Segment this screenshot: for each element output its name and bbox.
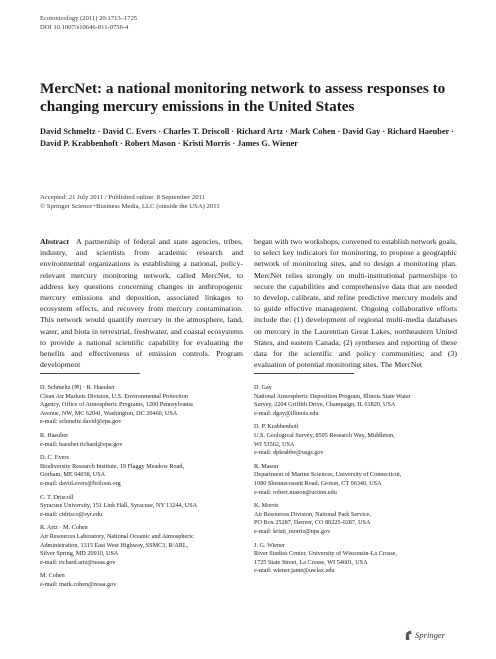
affiliation-line: WI 53562, USA — [254, 440, 295, 448]
affiliation-line: e-mail: david.evers@briloon.org — [40, 479, 121, 487]
abstract-label: Abstract — [40, 237, 70, 246]
affiliations-right — [254, 384, 459, 581]
affiliation-line: Administration, 1315 East West Highway, SSMC3, R/ARL, — [40, 541, 189, 549]
publisher-logo — [404, 629, 445, 641]
affiliation-block — [40, 454, 245, 488]
affiliation-line: Clean Air Markets Division, U.S. Environmental Protection — [40, 392, 188, 400]
affiliation-line: e-mail: robert.mason@uconn.edu — [254, 488, 337, 496]
affiliation-line: e-mail: richard.artz@noaa.gov — [40, 558, 116, 566]
affiliation-block — [40, 432, 245, 449]
affiliation-block — [254, 423, 459, 457]
affiliation-block — [40, 524, 245, 567]
springer-horse-icon — [404, 630, 413, 641]
footnote-divider-right — [254, 373, 354, 374]
footnote-divider-left — [40, 373, 140, 374]
affiliation-block — [254, 463, 459, 497]
affiliation-block — [40, 384, 245, 427]
affiliation-line: Department of Marine Sciences, University of Connecticut, — [254, 471, 402, 479]
doi: DOI 10.1007/s10646-011-0756-4 — [40, 24, 129, 31]
affiliation-line: Air Resources Division, National Park Service, — [254, 510, 372, 518]
article-title: MercNet: a national monitoring network to assess responses to changing mercury emissions in the United States — [40, 80, 446, 115]
affiliation-line: e-mail: haeuber.richard@epa.gov — [40, 440, 123, 448]
affiliation-line: 1080 Shennecossett Road, Groton, CT 06340, USA — [254, 479, 382, 487]
affiliation-line: National Atmospheric Deposition Program, Illinois State Water — [254, 392, 411, 400]
affiliation-line: Agency, Office of Atmospheric Programs, 1200 Pennsylvania — [40, 401, 193, 409]
journal-header — [40, 14, 137, 32]
affiliations-left — [40, 384, 245, 594]
affiliation-line: e-mail: dgay@illinois.edu — [254, 409, 319, 417]
affiliation-line: R. Mason — [254, 462, 279, 470]
affiliation-line: D. Gay — [254, 384, 272, 391]
affiliation-line: C. T. Driscoll — [40, 493, 74, 501]
affiliation-line: D. P. Krabbenhoft — [254, 423, 299, 431]
affiliation-line: Gorham, ME 04038, USA — [40, 471, 106, 479]
affiliation-line: Syracuse University, 151 Link Hall, Syracuse, NY 13244, USA — [40, 502, 198, 510]
affiliation-line: U.S. Geological Survey, 8505 Research Way, Middleton, — [254, 431, 395, 439]
affiliation-line: PO Box 25287, Denver, CO 80225-0287, USA — [254, 519, 371, 527]
abstract-column-left — [40, 236, 243, 370]
publisher-name: Springer — [415, 630, 446, 640]
affiliation-line: D. Schmeltz (✉) · R. Haeuber — [40, 384, 115, 391]
affiliation-line: Silver Spring, MD 20910, USA — [40, 550, 119, 558]
affiliation-line: e-mail: schmeltz.david@epa.gov — [40, 418, 122, 426]
affiliation-block — [40, 494, 245, 520]
affiliation-line: e-mail: ctdrisco@syr.edu — [40, 510, 103, 518]
affiliation-line: River Studies Center, University of Wisconsin-La Crosse, — [254, 550, 398, 558]
affiliation-line: M. Cohen — [40, 572, 65, 580]
affiliation-line: Avenue, NW, MC 6204J, Washington, DC 20460, USA — [40, 409, 178, 417]
author-list: David Schmeltz · David C. Evers · Charles T. Driscoll · Richard Artz · Mark Cohen · David Gay · Richard Haeuber · David P. Krabbenhoft · Robert Mason · Kristi Morris · James G. Wiener — [40, 127, 454, 148]
journal-citation: Ecotoxicology (2011) 20:1713–1725 — [40, 15, 138, 22]
affiliation-line: Air Resources Laboratory, National Oceanic and Atmospheric — [40, 532, 194, 540]
affiliation-line: e-mail: mark.cohen@noaa.gov — [40, 580, 117, 588]
affiliation-line: e-mail: dpkrabbe@usgs.gov — [254, 449, 324, 457]
affiliation-line: e-mail: wiener.jame@uwlax.edu — [254, 567, 335, 575]
abstract-text-left: A partnership of federal and state agencies, tribes, industry, and scientists from academic research and environmental organizations is establishing a national, policy-relevant mercury monitoring network, called MercNet, to address key questions concerning changes in anthropogenic mercury emissions and deposition, associated linkages to ecosystem effects, and recovery from mercury contamination. This network would quantify mercury in the atmosphere, land, water, and biota in terrestrial, freshwater, and coastal ecosystems to provide a national scientific capability for evaluating the benefits and effectiveness of emission controls. Program development — [40, 237, 243, 370]
affiliation-block — [254, 542, 459, 576]
accepted-published-line: Accepted: 21 July 2011 / Published online: 8 September 2011 — [40, 194, 205, 201]
affiliation-line: 1725 State Street, La Crosse, WI 54601, USA — [254, 558, 368, 566]
affiliation-line: R. Haeuber — [40, 431, 69, 439]
affiliation-line: Biodiversity Research Institute, 19 Flaggy Meadow Road, — [40, 462, 185, 470]
affiliation-line: J. G. Wiener — [254, 541, 285, 549]
affiliation-line: D. C. Evers — [40, 454, 69, 462]
abstract-column-right: began with two workshops, convened to establish network goals, to select key indicators for monitoring, to propose a geographic network of monitoring sites, and to design a monitoring plan. MercNet relies strongly on multi-institutional partnerships to secure the capabilities and comprehensive data that are needed to develop, calibrate, and refine predictive mercury models and to guide effective management. Ongoing collaborative efforts include the: (1) development of regional multi-media databases on mercury in the Laurentian Great Lakes, northeastern United States, and eastern Canada; (2) syntheses and reporting of these data for the scientific and policy communities; and (3) evaluation of potential monitoring sites. The MercNet — [254, 237, 457, 370]
publication-dates — [40, 193, 460, 211]
affiliation-line: K. Morris — [254, 502, 279, 510]
affiliation-block — [254, 502, 459, 536]
affiliation-line: e-mail: kristi_morris@nps.gov — [254, 527, 331, 535]
affiliation-block — [40, 572, 245, 589]
copyright-line: © Springer Science+Business Media, LLC (outside the USA) 2011 — [40, 203, 220, 210]
affiliation-block — [254, 384, 459, 418]
affiliation-line: Survey, 2204 Griffith Drive, Champaign, IL 61820, USA — [254, 401, 396, 409]
affiliation-line: R. Artz · M. Cohen — [40, 524, 88, 532]
